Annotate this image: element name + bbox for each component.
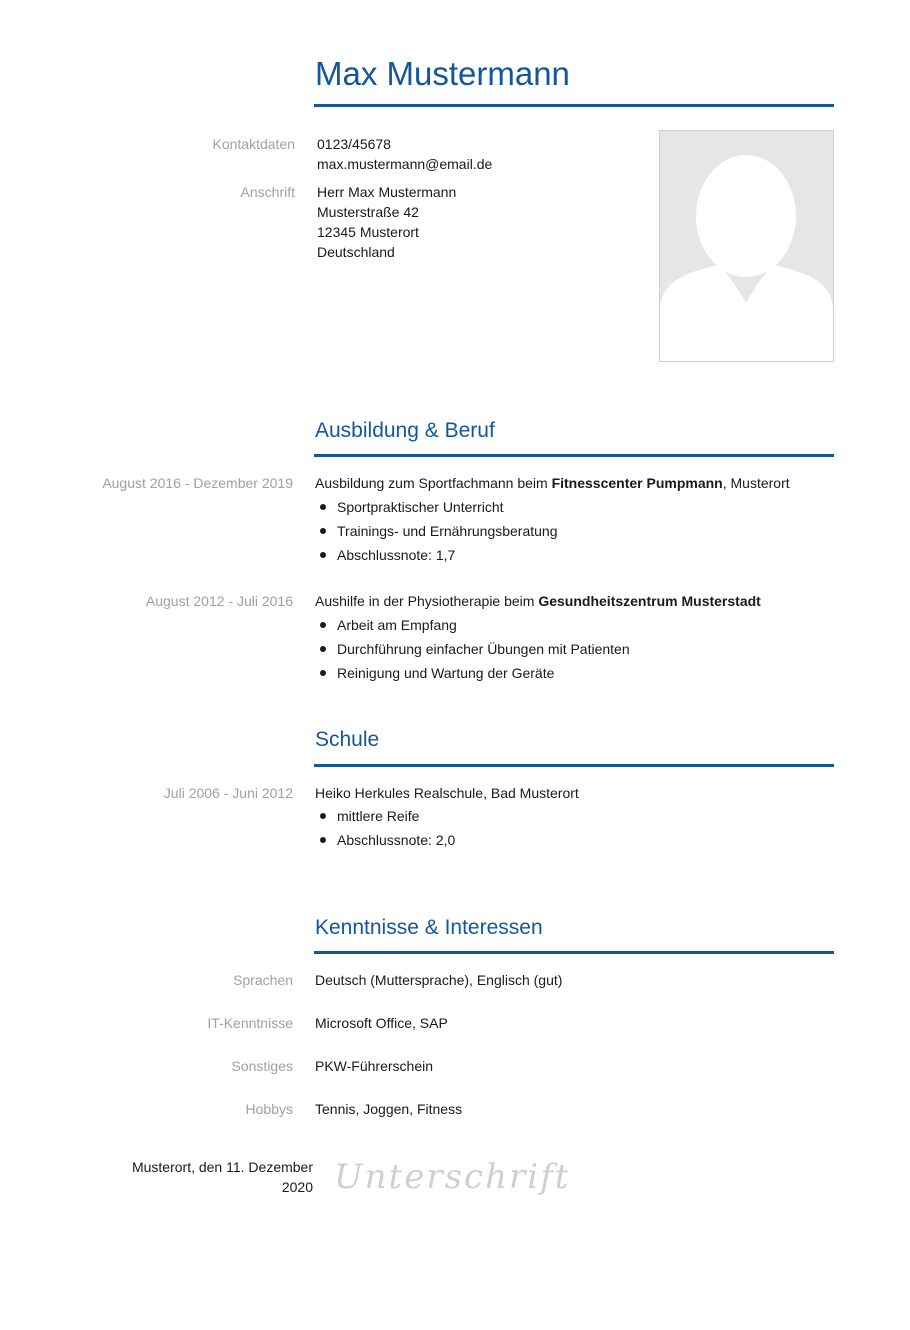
- contact-label: Kontaktdaten: [212, 136, 295, 152]
- skill-label: Sonstiges: [231, 1058, 293, 1074]
- place-date: [113, 1157, 313, 1197]
- page-title: Max Mustermann: [315, 55, 570, 92]
- skill-value: Microsoft Office, SAP: [315, 1015, 448, 1031]
- section-title-school: Schule: [315, 728, 380, 751]
- entry-heading: [315, 473, 790, 493]
- section-divider: [314, 764, 834, 767]
- section-divider: [314, 454, 834, 457]
- place-date-line: Musterort, den 11. Dezember: [131, 1159, 313, 1175]
- list-item: Reinigung und Wartung der Geräte: [315, 661, 630, 685]
- list-item: mittlere Reife: [315, 804, 455, 828]
- entry-heading-text: Ausbildung zum Sportfachmann beim: [315, 475, 552, 491]
- address-line: Herr Max Mustermann: [317, 184, 457, 200]
- entry-heading: [315, 591, 761, 611]
- address-line: Musterstraße 42: [317, 204, 419, 220]
- email-address: max.mustermann@email.de: [317, 156, 493, 172]
- list-item: Durchführung einfacher Übungen mit Patienten: [315, 637, 630, 661]
- list-item: Abschlussnote: 2,0: [315, 828, 455, 852]
- skill-label: Sprachen: [233, 972, 293, 988]
- skill-label: Hobbys: [245, 1101, 293, 1117]
- entry-company: Fitnesscenter Pumpmann: [551, 475, 723, 491]
- place-date-line: 2020: [281, 1179, 313, 1195]
- section-title-education: Ausbildung & Beruf: [315, 419, 495, 442]
- entry-heading-text: Aushilfe in der Physiotherapie beim: [315, 593, 539, 609]
- entry-bullet-list: [315, 613, 630, 685]
- list-item: Trainings- und Ernährungsberatung: [315, 519, 558, 543]
- entry-bullet-list: [315, 495, 558, 567]
- skill-label: IT-Kenntnisse: [207, 1015, 293, 1031]
- skill-value: Deutsch (Muttersprache), Englisch (gut): [315, 972, 563, 988]
- skill-value: PKW-Führerschein: [315, 1058, 434, 1074]
- entry-date: Juli 2006 - Juni 2012: [163, 785, 293, 801]
- profile-photo: [659, 130, 834, 362]
- entry-date: August 2016 - Dezember 2019: [102, 475, 293, 491]
- section-divider: [314, 951, 834, 954]
- list-item: Abschlussnote: 1,7: [315, 543, 558, 567]
- address-line: Deutschland: [317, 244, 395, 260]
- address-line: 12345 Musterort: [317, 224, 419, 240]
- section-title-skills: Kenntnisse & Interessen: [315, 916, 543, 939]
- list-item: Sportpraktischer Unterricht: [315, 495, 558, 519]
- entry-date: August 2012 - Juli 2016: [145, 593, 293, 609]
- address-label: Anschrift: [240, 184, 295, 200]
- entry-company: Gesundheitszentrum Musterstadt: [538, 593, 761, 609]
- entry-heading-suffix: , Musterort: [722, 475, 790, 491]
- entry-heading: Heiko Herkules Realschule, Bad Musterort: [315, 785, 579, 801]
- list-item: Arbeit am Empfang: [315, 613, 630, 637]
- title-divider: [314, 104, 834, 107]
- skill-value: Tennis, Joggen, Fitness: [315, 1101, 463, 1117]
- signature: Unterschrift: [334, 1157, 571, 1197]
- entry-bullet-list: [315, 804, 455, 852]
- person-silhouette-icon: [660, 131, 833, 361]
- phone-number: 0123/45678: [317, 136, 391, 152]
